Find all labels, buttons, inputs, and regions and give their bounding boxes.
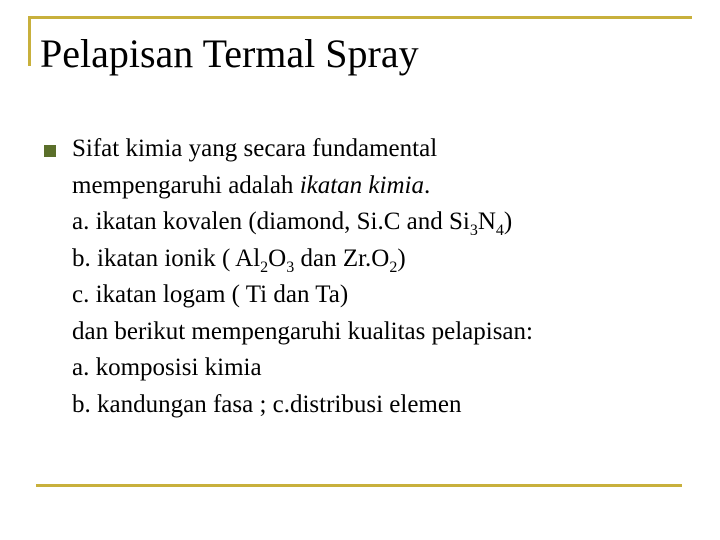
- line-4-subscript-1: 2: [260, 258, 269, 276]
- text-line-3: [72, 204, 692, 241]
- text-line-7: [72, 350, 692, 387]
- frame-accent-top: [28, 16, 692, 19]
- square-bullet-icon: [44, 145, 56, 157]
- line-3-subscript-1: 3: [469, 222, 478, 239]
- line-4-mid-2: dan Zr.O: [294, 244, 390, 272]
- line-4-subscript-3: 2: [389, 258, 398, 276]
- line-5-text: c. ikatan logam ( Ti dan Ta): [72, 281, 349, 308]
- line-2-italic-term: ikatan kimia: [299, 171, 424, 199]
- line-2-prefix: mempengaruhi adalah: [72, 171, 300, 199]
- text-line-8: [72, 387, 692, 424]
- line-6-text: dan berikut mempengaruhi kualitas pelapisan:: [72, 317, 533, 345]
- text-line-5: [72, 277, 692, 314]
- text-line-2: [72, 168, 692, 205]
- line-8-text: b. kandungan fasa ; c.distribusi elemen: [72, 390, 462, 418]
- line-3-mid: N: [477, 208, 496, 235]
- slide-title: Pelapisan Termal Spray: [40, 31, 419, 76]
- text-line-4: [72, 241, 692, 278]
- line-7-text: a. komposisi kimia: [72, 354, 262, 381]
- line-4-prefix: b. ikatan ionik ( Al: [72, 244, 261, 272]
- line-4-mid-1: O: [268, 244, 287, 272]
- line-4-suffix: ): [397, 244, 406, 272]
- text-line-6: [72, 314, 692, 351]
- line-3-subscript-2: 4: [495, 222, 504, 239]
- line-1-text: Sifat kimia yang secara fundamental: [72, 135, 438, 162]
- frame-accent-bottom: [36, 484, 682, 487]
- frame-accent-left: [28, 16, 31, 66]
- line-2-suffix: .: [423, 171, 431, 199]
- line-4-subscript-2: 3: [286, 258, 295, 276]
- line-3-suffix: ): [503, 208, 513, 235]
- line-3-prefix: a. ikatan kovalen (diamond, Si.C and Si: [72, 208, 470, 235]
- text-line-1: [72, 131, 692, 168]
- bullet-paragraph: [72, 131, 692, 423]
